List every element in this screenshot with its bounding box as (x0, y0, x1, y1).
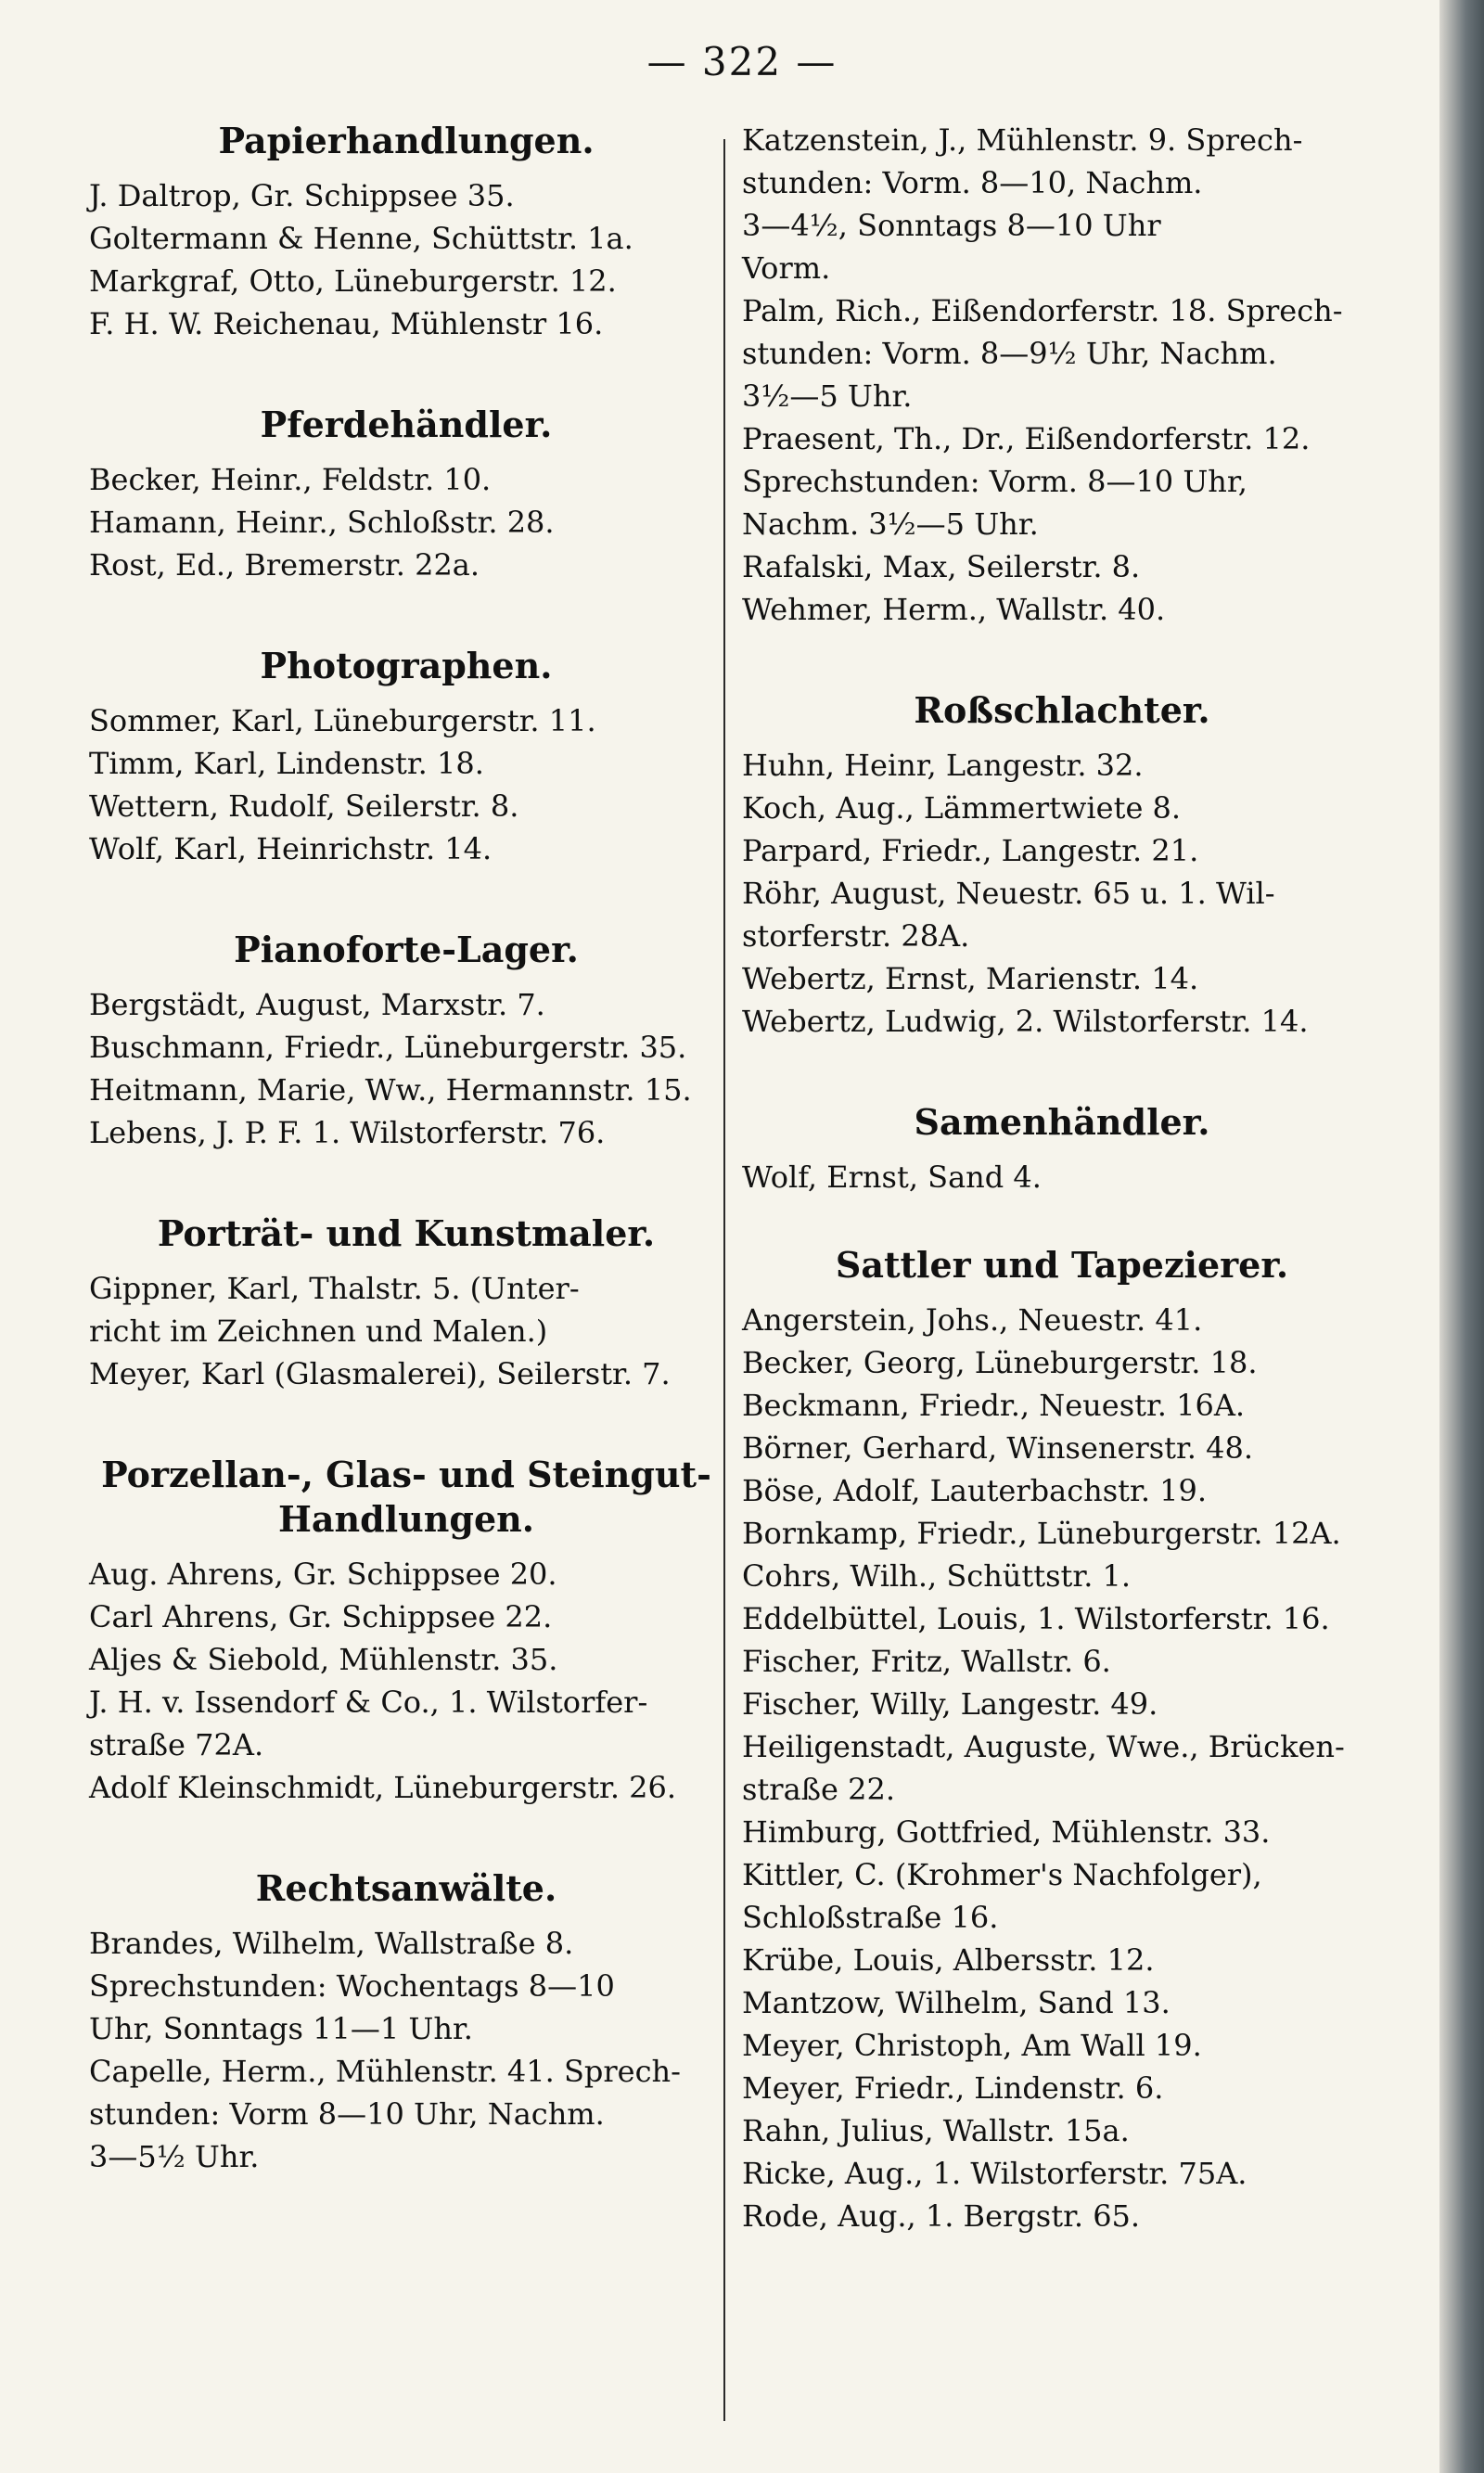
directory-entry (89, 501, 723, 544)
right-column (742, 119, 1382, 2295)
directory-entry (89, 742, 723, 785)
section-heading-line: Rechtsanwälte. (255, 1867, 557, 1909)
section-heading-line: Photographen. (260, 645, 553, 686)
entry-line: Buschmann, Friedr., Lüneburgerstr. 35. (89, 1030, 687, 1065)
directory-entry (89, 1267, 723, 1352)
section-heading-line: Pianoforte-Lager. (234, 929, 579, 970)
entry-line: Bergstädt, August, Marxstr. 7. (89, 987, 545, 1022)
section-heading (742, 1243, 1382, 1288)
directory-entry (89, 174, 723, 217)
entry-line: Webertz, Ernst, Marienstr. 14. (742, 961, 1199, 996)
section-heading (742, 1100, 1382, 1145)
directory-section (742, 1100, 1382, 1198)
entry-line: Nachm. 3½—5 Uhr. (742, 506, 1039, 542)
entry-line: stunden: Vorm 8—10 Uhr, Nachm. (89, 2096, 605, 2132)
entry-line: straße 22. (742, 1772, 896, 1807)
section-heading-line: Roßschlachter. (914, 689, 1210, 731)
directory-entry (742, 2152, 1382, 2195)
directory-section (89, 1211, 723, 1395)
entry-line: Timm, Karl, Lindenstr. 18. (89, 746, 484, 781)
directory-entry (742, 1384, 1382, 1427)
entry-line: J. Daltrop, Gr. Schippsee 35. (89, 178, 515, 213)
section-heading (89, 644, 723, 688)
directory-entry (742, 1555, 1382, 1597)
entry-line: Fischer, Willy, Langestr. 49. (742, 1686, 1158, 1722)
entry-line: straße 72A. (89, 1727, 264, 1762)
entry-line: Röhr, August, Neuestr. 65 u. 1. Wil- (742, 876, 1275, 911)
directory-entry (89, 1026, 723, 1069)
directory-entry (742, 289, 1382, 417)
section-heading-line: Sattler und Tapezierer. (835, 1244, 1289, 1286)
entry-line: Heitmann, Marie, Ww., Hermannstr. 15. (89, 1072, 692, 1108)
directory-section (742, 688, 1382, 1043)
directory-entry (89, 217, 723, 260)
directory-entry (89, 1766, 723, 1809)
entry-line: Bornkamp, Friedr., Lüneburgerstr. 12A. (742, 1516, 1341, 1551)
directory-entry (742, 1156, 1382, 1198)
directory-entry (742, 1512, 1382, 1555)
directory-entry (89, 1595, 723, 1638)
entry-line: Himburg, Gottfried, Mühlenstr. 33. (742, 1814, 1271, 1850)
entry-line: Kittler, C. (Krohmer's Nachfolger), (742, 1857, 1262, 1892)
directory-section (89, 403, 723, 586)
directory-entry (742, 1725, 1382, 1811)
entry-line: J. H. v. Issendorf & Co., 1. Wilstorfer- (89, 1685, 648, 1720)
directory-entry (89, 827, 723, 870)
entry-line: 3—5½ Uhr. (89, 2139, 260, 2174)
entry-line: richt im Zeichnen und Malen.) (89, 1313, 548, 1349)
entry-line: Uhr, Sonntags 11—1 Uhr. (89, 2011, 473, 2046)
entry-line: Mantzow, Wilhelm, Sand 13. (742, 1985, 1171, 2020)
entry-line: Rode, Aug., 1. Bergstr. 65. (742, 2198, 1141, 2234)
entry-line: Vorm. (742, 250, 831, 286)
entry-line: F. H. W. Reichenau, Mühlenstr 16. (89, 306, 604, 341)
directory-entry (742, 119, 1382, 289)
column-divider (723, 139, 725, 2421)
section-heading (89, 1866, 723, 1911)
directory-entry (742, 2195, 1382, 2237)
entry-line: 3½—5 Uhr. (742, 378, 913, 414)
entry-line: stunden: Vorm. 8—10, Nachm. (742, 165, 1203, 200)
directory-entry (89, 699, 723, 742)
entry-line: Angerstein, Johs., Neuestr. 41. (742, 1302, 1203, 1338)
directory-section (742, 119, 1382, 631)
directory-entry (89, 544, 723, 586)
entry-line: Brandes, Wilhelm, Wallstraße 8. (89, 1926, 574, 1961)
directory-entry (742, 545, 1382, 588)
directory-entry (742, 588, 1382, 631)
section-heading (89, 119, 723, 163)
directory-entry (742, 1853, 1382, 1939)
directory-entry (742, 1683, 1382, 1725)
page-edge-shadow (1439, 0, 1484, 2473)
directory-entry (742, 417, 1382, 545)
directory-entry (89, 1638, 723, 1681)
entry-line: Fischer, Fritz, Wallstr. 6. (742, 1644, 1111, 1679)
entry-line: Sprechstunden: Vorm. 8—10 Uhr, (742, 464, 1247, 499)
entry-line: Adolf Kleinschmidt, Lüneburgerstr. 26. (89, 1770, 677, 1805)
entry-line: Rafalski, Max, Seilerstr. 8. (742, 549, 1141, 584)
entry-line: Beckmann, Friedr., Neuestr. 16A. (742, 1388, 1246, 1423)
entry-line: Heiligenstadt, Auguste, Wwe., Brücken- (742, 1729, 1345, 1764)
directory-entry (89, 1069, 723, 1111)
entry-line: Meyer, Christoph, Am Wall 19. (742, 2028, 1202, 2063)
directory-entry (742, 957, 1382, 1000)
entry-line: Huhn, Heinr, Langestr. 32. (742, 748, 1144, 783)
entry-line: Markgraf, Otto, Lüneburgerstr. 12. (89, 263, 617, 299)
entry-line: Hamann, Heinr., Schloßstr. 28. (89, 505, 555, 540)
entry-line: Aljes & Siebold, Mühlenstr. 35. (89, 1642, 558, 1677)
section-heading-line: Porzellan-, Glas- und Steingut- (101, 1454, 711, 1495)
directory-section (89, 1453, 723, 1809)
section-heading-line: Porträt- und Kunstmaler. (157, 1212, 656, 1254)
directory-entry (89, 458, 723, 501)
entry-line: stunden: Vorm. 8—9½ Uhr, Nachm. (742, 336, 1277, 371)
entry-line: Börner, Gerhard, Winsenerstr. 48. (742, 1430, 1254, 1466)
directory-section (89, 1866, 723, 2178)
directory-section (89, 119, 723, 345)
section-heading-line: Papierhandlungen. (218, 120, 595, 161)
directory-entry (742, 787, 1382, 829)
entry-line: 3—4½, Sonntags 8—10 Uhr (742, 208, 1161, 243)
directory-section (742, 1243, 1382, 2237)
directory-entry (742, 1299, 1382, 1341)
entry-line: Webertz, Ludwig, 2. Wilstorferstr. 14. (742, 1004, 1309, 1039)
entry-line: Katzenstein, J., Mühlenstr. 9. Sprech- (742, 122, 1303, 158)
directory-entry (742, 2024, 1382, 2067)
entry-line: Palm, Rich., Eißendorferstr. 18. Sprech- (742, 293, 1343, 328)
entry-line: Praesent, Th., Dr., Eißendorferstr. 12. (742, 421, 1311, 456)
directory-entry (89, 983, 723, 1026)
directory-entry (89, 302, 723, 345)
entry-line: Sommer, Karl, Lüneburgerstr. 11. (89, 703, 596, 738)
directory-section (89, 928, 723, 1154)
entry-line: Krübe, Louis, Albersstr. 12. (742, 1942, 1155, 1978)
entry-line: Wettern, Rudolf, Seilerstr. 8. (89, 788, 519, 824)
directory-entry (742, 1000, 1382, 1043)
directory-entry (742, 1469, 1382, 1512)
entry-line: Eddelbüttel, Louis, 1. Wilstorferstr. 16. (742, 1601, 1330, 1636)
directory-entry (742, 1811, 1382, 1853)
entry-line: Lebens, J. P. F. 1. Wilstorferstr. 76. (89, 1115, 606, 1150)
entry-line: Böse, Adolf, Lauterbachstr. 19. (742, 1473, 1208, 1508)
entry-line: Sprechstunden: Wochentags 8—10 (89, 1968, 615, 2004)
entry-line: Meyer, Karl (Glasmalerei), Seilerstr. 7. (89, 1356, 671, 1391)
section-heading (742, 688, 1382, 733)
section-heading (89, 1211, 723, 1256)
entry-line: Carl Ahrens, Gr. Schippsee 22. (89, 1599, 553, 1634)
entry-line: Goltermann & Henne, Schüttstr. 1a. (89, 221, 633, 256)
entry-line: Aug. Ahrens, Gr. Schippsee 20. (89, 1557, 557, 1592)
section-heading-line: Pferdehändler. (260, 404, 553, 445)
entry-line: Cohrs, Wilh., Schüttstr. 1. (742, 1558, 1132, 1594)
entry-line: Capelle, Herm., Mühlenstr. 41. Sprech- (89, 2054, 681, 2089)
directory-entry (742, 1640, 1382, 1683)
entry-line: Wehmer, Herm., Wallstr. 40. (742, 592, 1166, 627)
entry-line: Koch, Aug., Lämmertwiete 8. (742, 790, 1182, 826)
directory-entry (742, 744, 1382, 787)
section-heading (89, 403, 723, 447)
entry-line: Wolf, Ernst, Sand 4. (742, 1160, 1042, 1195)
directory-entry (89, 2050, 723, 2178)
directory-entry (742, 829, 1382, 872)
entry-line: Parpard, Friedr., Langestr. 21. (742, 833, 1199, 868)
directory-entry (742, 1597, 1382, 1640)
entry-line: Gippner, Karl, Thalstr. 5. (Unter- (89, 1271, 580, 1306)
entry-line: Becker, Georg, Lüneburgerstr. 18. (742, 1345, 1258, 1380)
entry-line: Rost, Ed., Bremerstr. 22a. (89, 547, 480, 583)
page-number: — 322 — (646, 39, 838, 84)
directory-section (89, 644, 723, 870)
directory-entry (89, 1553, 723, 1595)
section-heading (89, 928, 723, 972)
directory-entry (742, 872, 1382, 957)
directory-entry (742, 1981, 1382, 2024)
directory-entry (89, 1352, 723, 1395)
entry-line: storferstr. 28A. (742, 918, 970, 954)
directory-entry (742, 2109, 1382, 2152)
entry-line: Ricke, Aug., 1. Wilstorferstr. 75A. (742, 2156, 1247, 2191)
directory-entry (89, 1922, 723, 2050)
directory-entry (89, 1111, 723, 1154)
entry-line: Schloßstraße 16. (742, 1900, 999, 1935)
section-heading (89, 1453, 723, 1542)
left-column (89, 119, 723, 2236)
directory-entry (742, 1341, 1382, 1384)
entry-line: Meyer, Friedr., Lindenstr. 6. (742, 2070, 1164, 2106)
directory-entry (742, 1939, 1382, 1981)
entry-line: Wolf, Karl, Heinrichstr. 14. (89, 831, 493, 866)
directory-entry (89, 260, 723, 302)
entry-line: Becker, Heinr., Feldstr. 10. (89, 462, 492, 497)
directory-entry (742, 2067, 1382, 2109)
entry-line: Rahn, Julius, Wallstr. 15a. (742, 2113, 1130, 2148)
directory-entry (89, 1681, 723, 1766)
section-heading-line: Samenhändler. (914, 1101, 1210, 1143)
directory-entry (742, 1427, 1382, 1469)
directory-entry (89, 785, 723, 827)
section-heading-line: Handlungen. (277, 1498, 535, 1540)
